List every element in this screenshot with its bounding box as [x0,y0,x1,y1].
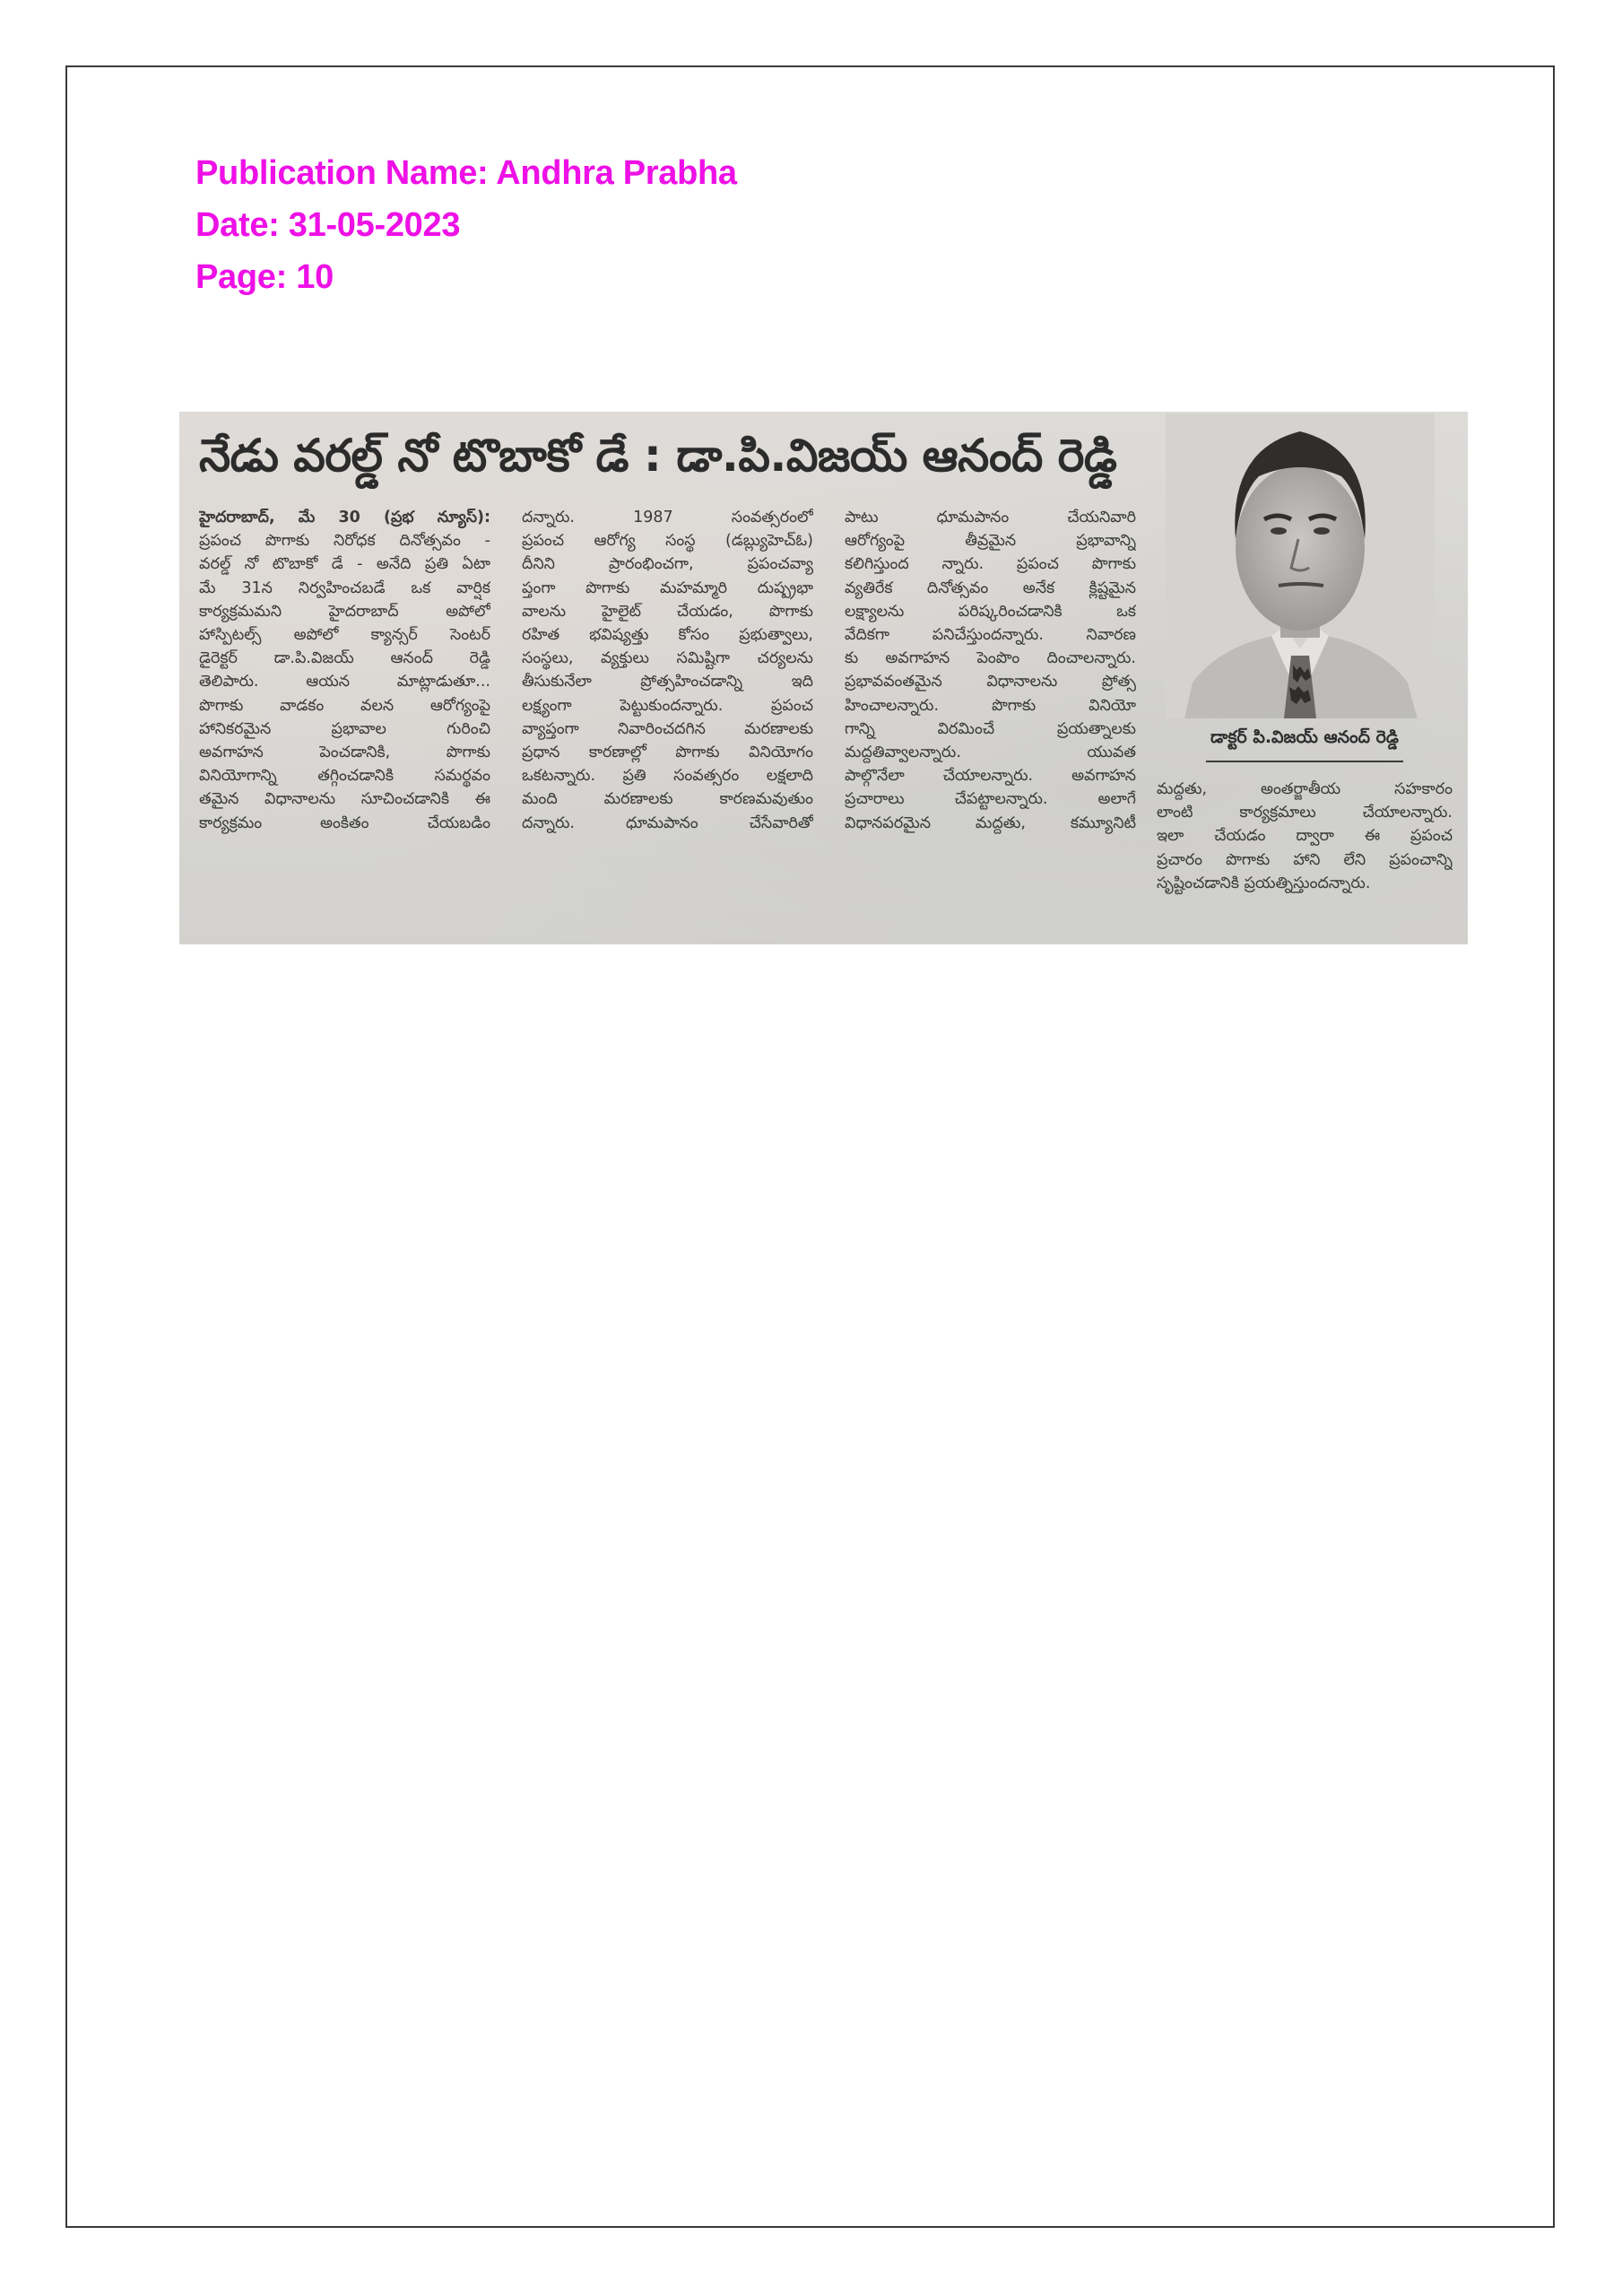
caption-divider [1206,761,1403,762]
article-line: వ్యాప్తంగా నివారించదగిన మరణాలకు [522,719,813,738]
article-column-4 [1157,778,1453,895]
article-line: మంది మరణాలకు కారణమవుతుం [522,790,813,809]
article-line: వరల్డ్ నో టొబాకో డే - అనేది ప్రతి ఏటా [199,555,490,574]
article-line: పాటు ధూమపానం చేయనివారి [845,509,1136,526]
publication-date: Date: 31-05-2023 [195,206,461,244]
publication-name: Publication Name: Andhra Prabha [195,154,737,192]
article-line: విధానపరమైన మద్దతు, కమ్యూనిటీ [845,813,1136,832]
portrait-photo [1166,413,1435,718]
article-line: తెలిపారు. ఆయన మాట్లాడుతూ... [199,673,490,691]
article-line: కలిగిస్తుంద న్నారు. ప్రపంచ పొగాకు [845,555,1136,574]
article-headline: నేడు వరల్డ్ నో టొబాకో డే : డా.పి.విజయ్ ఆనంద్ రెడ్డి [199,430,1117,482]
page-frame [65,65,1555,2228]
article-line: ఆరోగ్యంపై తీవ్రమైన ప్రభావాన్ని [845,532,1136,551]
article-column-2 [522,506,813,835]
article-line: వాలను హైలైట్ చేయడం, పొగాకు [522,602,813,621]
article-line: లక్ష్యంగా పెట్టుకుందన్నారు. ప్రపంచ [522,696,813,715]
publication-page: Page: 10 [195,258,334,296]
article-line: ప్రచారం పొగాకు హాని లేని ప్రపంచాన్ని [1157,850,1453,869]
article-line: హాస్పిటల్స్ అపోలో క్యాన్సర్ సెంటర్ [199,626,490,645]
article-line: రహిత భవిష్యత్తు కోసం ప్రభుత్వాలు, [522,626,813,645]
article-line: దన్నారు. ధూమపానం చేసేవారితో [522,813,813,832]
publication-meta [195,147,737,303]
article-line: మద్దతు, అంతర్జాతీయ సహకారం [1157,780,1453,798]
article-line: వినియోగాన్ని తగ్గించడానికి సమర్థవం [199,767,490,786]
article-line: సంస్థలు, వ్యక్తులు సమిష్టిగా చర్యలను [522,649,813,668]
article-line: ప్రచారాలు చేపట్టాలన్నారు. అలాగే [845,790,1136,809]
article-line: మద్దతివ్వాలన్నారు. యువత [845,744,1136,762]
article-line: హించాలన్నారు. పొగాకు వినియో [845,696,1136,715]
article-column-1 [199,506,490,835]
article-line: హైదరాబాద్, మే 30 (ప్రభ న్యూస్): [199,509,490,526]
photo-caption: డాక్టర్ పి.విజయ్ ఆనంద్ రెడ్డి [1210,727,1399,747]
article-column-3 [845,506,1136,835]
article-line: ఒకటన్నారు. ప్రతి సంవత్సరం లక్షలాది [522,767,813,786]
article-line: పాల్గొనేలా చేయాలన్నారు. అవగాహన [845,767,1136,786]
article-line: కు అవగాహన పెంపొం దించాలన్నారు. [845,649,1136,668]
article-line: మే 31న నిర్వహించబడే ఒక వార్షిక [199,578,490,597]
portrait-photo-icon [1166,413,1435,718]
article-line: గాన్ని విరమించే ప్రయత్నాలకు [845,719,1136,738]
article-line: డైరెక్టర్ డా.పి.విజయ్ ఆనంద్ రెడ్డి [199,649,490,668]
article-line: దీనిని ప్రారంభించగా, ప్రపంచవ్యా [522,555,813,574]
article-line: తీసుకునేలా ప్రోత్సహించడాన్ని ఇది [522,673,813,691]
article-line: లాంటి కార్యక్రమాలు చేయాలన్నారు. [1157,804,1453,822]
article-line: ప్రభావవంతమైన విధానాలను ప్రోత్స [845,673,1136,691]
article-line: సృష్టించడానికి ప్రయత్నిస్తుందన్నారు. [1157,874,1371,892]
article-line: వ్యతిరేక దినోత్సవం అనేక క్లిష్టమైన [845,578,1136,597]
article-line: లక్ష్యాలను పరిష్కరించడానికి ఒక [845,602,1136,621]
article-line: కార్యక్రమమని హైదరాబాద్ అపోలో [199,602,490,621]
article-line: హానికరమైన ప్రభావాల గురించి [199,719,490,738]
article-line: అవగాహన పెంచడానికి, పొగాకు [199,744,490,762]
article-line: ప్తంగా పొగాకు మహమ్మారి దుష్ప్రభా [522,578,813,597]
article-line: పొగాకు వాడకం వలన ఆరోగ్యంపై [199,696,490,715]
article-line: కార్యక్రమం అంకితం చేయబడిం [199,813,490,832]
article-line: ప్రధాన కారణాల్లో పొగాకు వినియోగం [522,744,813,762]
article-line: వేదికగా పనిచేస్తుందన్నారు. నివారణ [845,626,1136,645]
article-line: తమైన విధానాలను సూచించడానికి ఈ [199,790,490,809]
article-line: ప్రపంచ ఆరోగ్య సంస్థ (డబ్ల్యుహెచ్ఓ) [522,532,813,551]
newspaper-clipping [179,412,1468,944]
article-line: ఇలా చేయడం ద్వారా ఈ ప్రపంచ [1157,827,1453,846]
article-line: దన్నారు. 1987 సంవత్సరంలో [522,509,813,526]
article-line: ప్రపంచ పొగాకు నిరోధక దినోత్సవం - [199,532,490,551]
